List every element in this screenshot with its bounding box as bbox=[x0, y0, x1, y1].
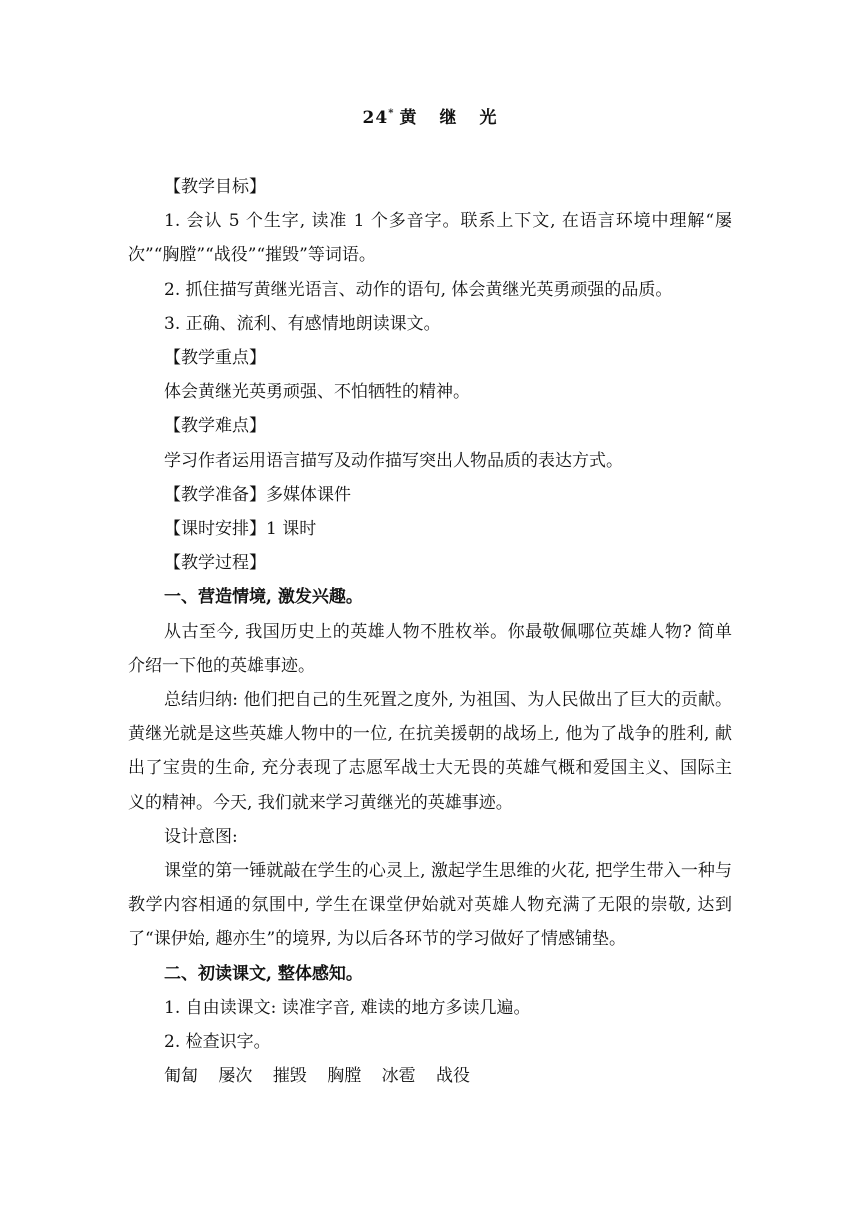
title-char-3: 光 bbox=[479, 108, 498, 128]
lesson-title bbox=[0, 103, 860, 128]
optional-lesson-mark: * bbox=[388, 108, 395, 119]
lesson-body bbox=[128, 170, 732, 1093]
vocab-word: 战役 bbox=[436, 1066, 471, 1087]
title-char-1: 黄 bbox=[399, 108, 418, 128]
goal-1: 1. 会认 5 个生字, 读准 1 个多音字。联系上下文, 在语言环境中理解“屡次”“胸膛”“战役”“摧毁”等词语。 bbox=[128, 211, 732, 266]
step2-heading: 二、初读课文, 整体感知。 bbox=[164, 963, 363, 984]
vocab-word: 屡次 bbox=[218, 1066, 253, 1087]
vocab-word: 匍匐 bbox=[164, 1066, 198, 1087]
vocab-word: 胸膛 bbox=[327, 1066, 362, 1087]
goal-3: 3. 正确、流利、有感情地朗读课文。 bbox=[164, 313, 441, 334]
lesson-number: 24 bbox=[362, 108, 389, 128]
process-heading: 【教学过程】 bbox=[164, 553, 266, 574]
step1-paragraph-2: 总结归纳: 他们把自己的生死置之度外, 为祖国、为人民做出了巨大的贡献。黄继光就是这些英雄人物中的一位, 在抗美援朝的战场上, 他为了战争的胜利, 献出了宝贵的生命, 充分表现了志愿军战士大无畏的英雄气概和爱国主义、国际主义的精神。今天, 我们就来学习黄继光的英雄事迹。 bbox=[128, 690, 732, 813]
preparation: 【教学准备】多媒体课件 bbox=[164, 484, 351, 505]
vocab-word: 摧毁 bbox=[272, 1066, 307, 1087]
design-text: 课堂的第一锤就敲在学生的心灵上, 激起学生思维的火花, 把学生带入一种与教学内容相通的氛围中, 学生在课堂伊始就对英雄人物充满了无限的崇敬, 达到了“课伊始, 趣亦生”的境界, 为以后各环节的学习做好了情感铺垫。 bbox=[128, 861, 732, 950]
schedule: 【课时安排】1 课时 bbox=[164, 519, 317, 540]
goals-heading: 【教学目标】 bbox=[164, 177, 266, 197]
vocab-word: 冰雹 bbox=[381, 1066, 416, 1087]
key-heading: 【教学重点】 bbox=[164, 348, 266, 369]
step2-item-1: 1. 自由读课文: 读准字音, 难读的地方多读几遍。 bbox=[164, 997, 531, 1018]
title-char-2: 继 bbox=[439, 108, 458, 128]
difficulty-text: 学习作者运用语言描写及动作描写突出人物品质的表达方式。 bbox=[164, 450, 623, 471]
goal-2: 2. 抓住描写黄继光语言、动作的语句, 体会黄继光英勇顽强的品质。 bbox=[164, 279, 673, 300]
step1-paragraph-1: 从古至今, 我国历史上的英雄人物不胜枚举。你最敬佩哪位英雄人物? 简单介绍一下他的英雄事迹。 bbox=[128, 621, 732, 676]
step1-heading: 一、营造情境, 激发兴趣。 bbox=[164, 587, 363, 608]
vocabulary-list bbox=[128, 1059, 732, 1093]
key-text: 体会黄继光英勇顽强、不怕牺牲的精神。 bbox=[164, 382, 470, 403]
difficulty-heading: 【教学难点】 bbox=[164, 416, 266, 437]
design-label: 设计意图: bbox=[164, 826, 238, 847]
step2-item-2: 2. 检查识字。 bbox=[164, 1032, 271, 1053]
